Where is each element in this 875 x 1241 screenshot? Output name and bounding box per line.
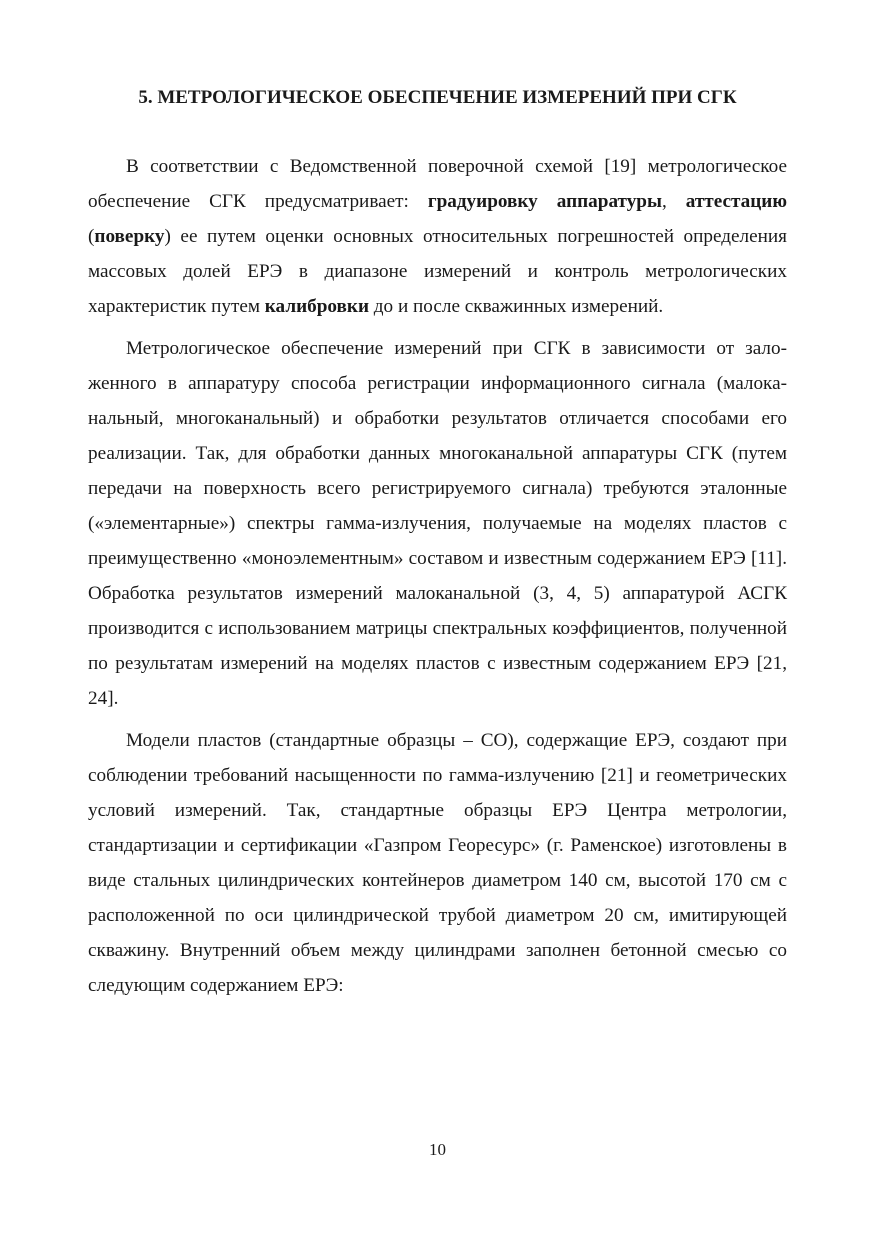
term-calibration: калибровки bbox=[264, 296, 369, 317]
term-calibration-grading: градуировку аппаратуры bbox=[427, 191, 662, 212]
term-attestation: аттестацию bbox=[685, 191, 788, 212]
paragraph-1-text-3: ( bbox=[88, 226, 95, 247]
body-text bbox=[88, 149, 787, 1010]
section-heading: 5. МЕТРОЛОГИЧЕСКОЕ ОБЕСПЕЧЕНИЕ ИЗМЕРЕНИЙ ПРИ СГК bbox=[138, 87, 737, 108]
paragraph-1 bbox=[88, 149, 787, 324]
paragraph-2: Метрологическое обеспечение измерений при СГК в зависимости от заложенного в аппаратуру способа регистрации информационного сигнала (малоканальный, многоканальный) и обработки результатов отличается способами его реализации. Так, для обработки данных многоканальной аппаратуры СГК (путем передачи на поверхность всего регистрируемого сигнала) требуются эталонные («элементарные») спектры гамма-излучения, получаемые на моделях пластов с преимущественно «моноэлементным» составом и известным содержанием ЕРЭ [11]. Обработка результатов измерений малоканальной (3, 4, 5) аппаратурой АСГК производится с использованием матрицы спектральных коэффициентов, полученной по результатам измерений на моделях пластов с известным содержанием ЕРЭ [21, 24]. bbox=[88, 338, 787, 709]
term-verification: поверку bbox=[94, 226, 165, 247]
paragraph-1-text-5: до и после скважинных измерений. bbox=[369, 296, 664, 317]
paragraph-1-text-1: В соответствии с Ведомственной поверочной схемой [19] метрологическое обеспечение СГК предусматривает: bbox=[88, 156, 787, 212]
paragraph-1-text-4: ) ее путем оценки основных относительных погрешностей определения массовых долей ЕРЭ в диапазоне измерений и контроль метрологических характеристик путем bbox=[88, 226, 787, 317]
paragraph-1-text-2: , bbox=[661, 191, 686, 212]
page-number: 10 bbox=[429, 1140, 446, 1159]
paragraph-3: Модели пластов (стандартные образцы – СО), содержащие ЕРЭ, создают при соблюдении требований насыщенности по гамма-излучению [21] и геометрических условий измерений. Так, стандартные образцы ЕРЭ Центра метрологии, стандартизации и сертификации «Газпром Георесурс» (г. Раменское) изготовлены в виде стальных цилиндрических контейнеров диаметром 140 см, высотой 170 см с расположенной по оси цилиндрической трубой диаметром 20 см, имитирующей скважину. Внутренний объем между цилиндрами заполнен бетонной смесью со следующим содержанием ЕРЭ: bbox=[88, 730, 787, 996]
